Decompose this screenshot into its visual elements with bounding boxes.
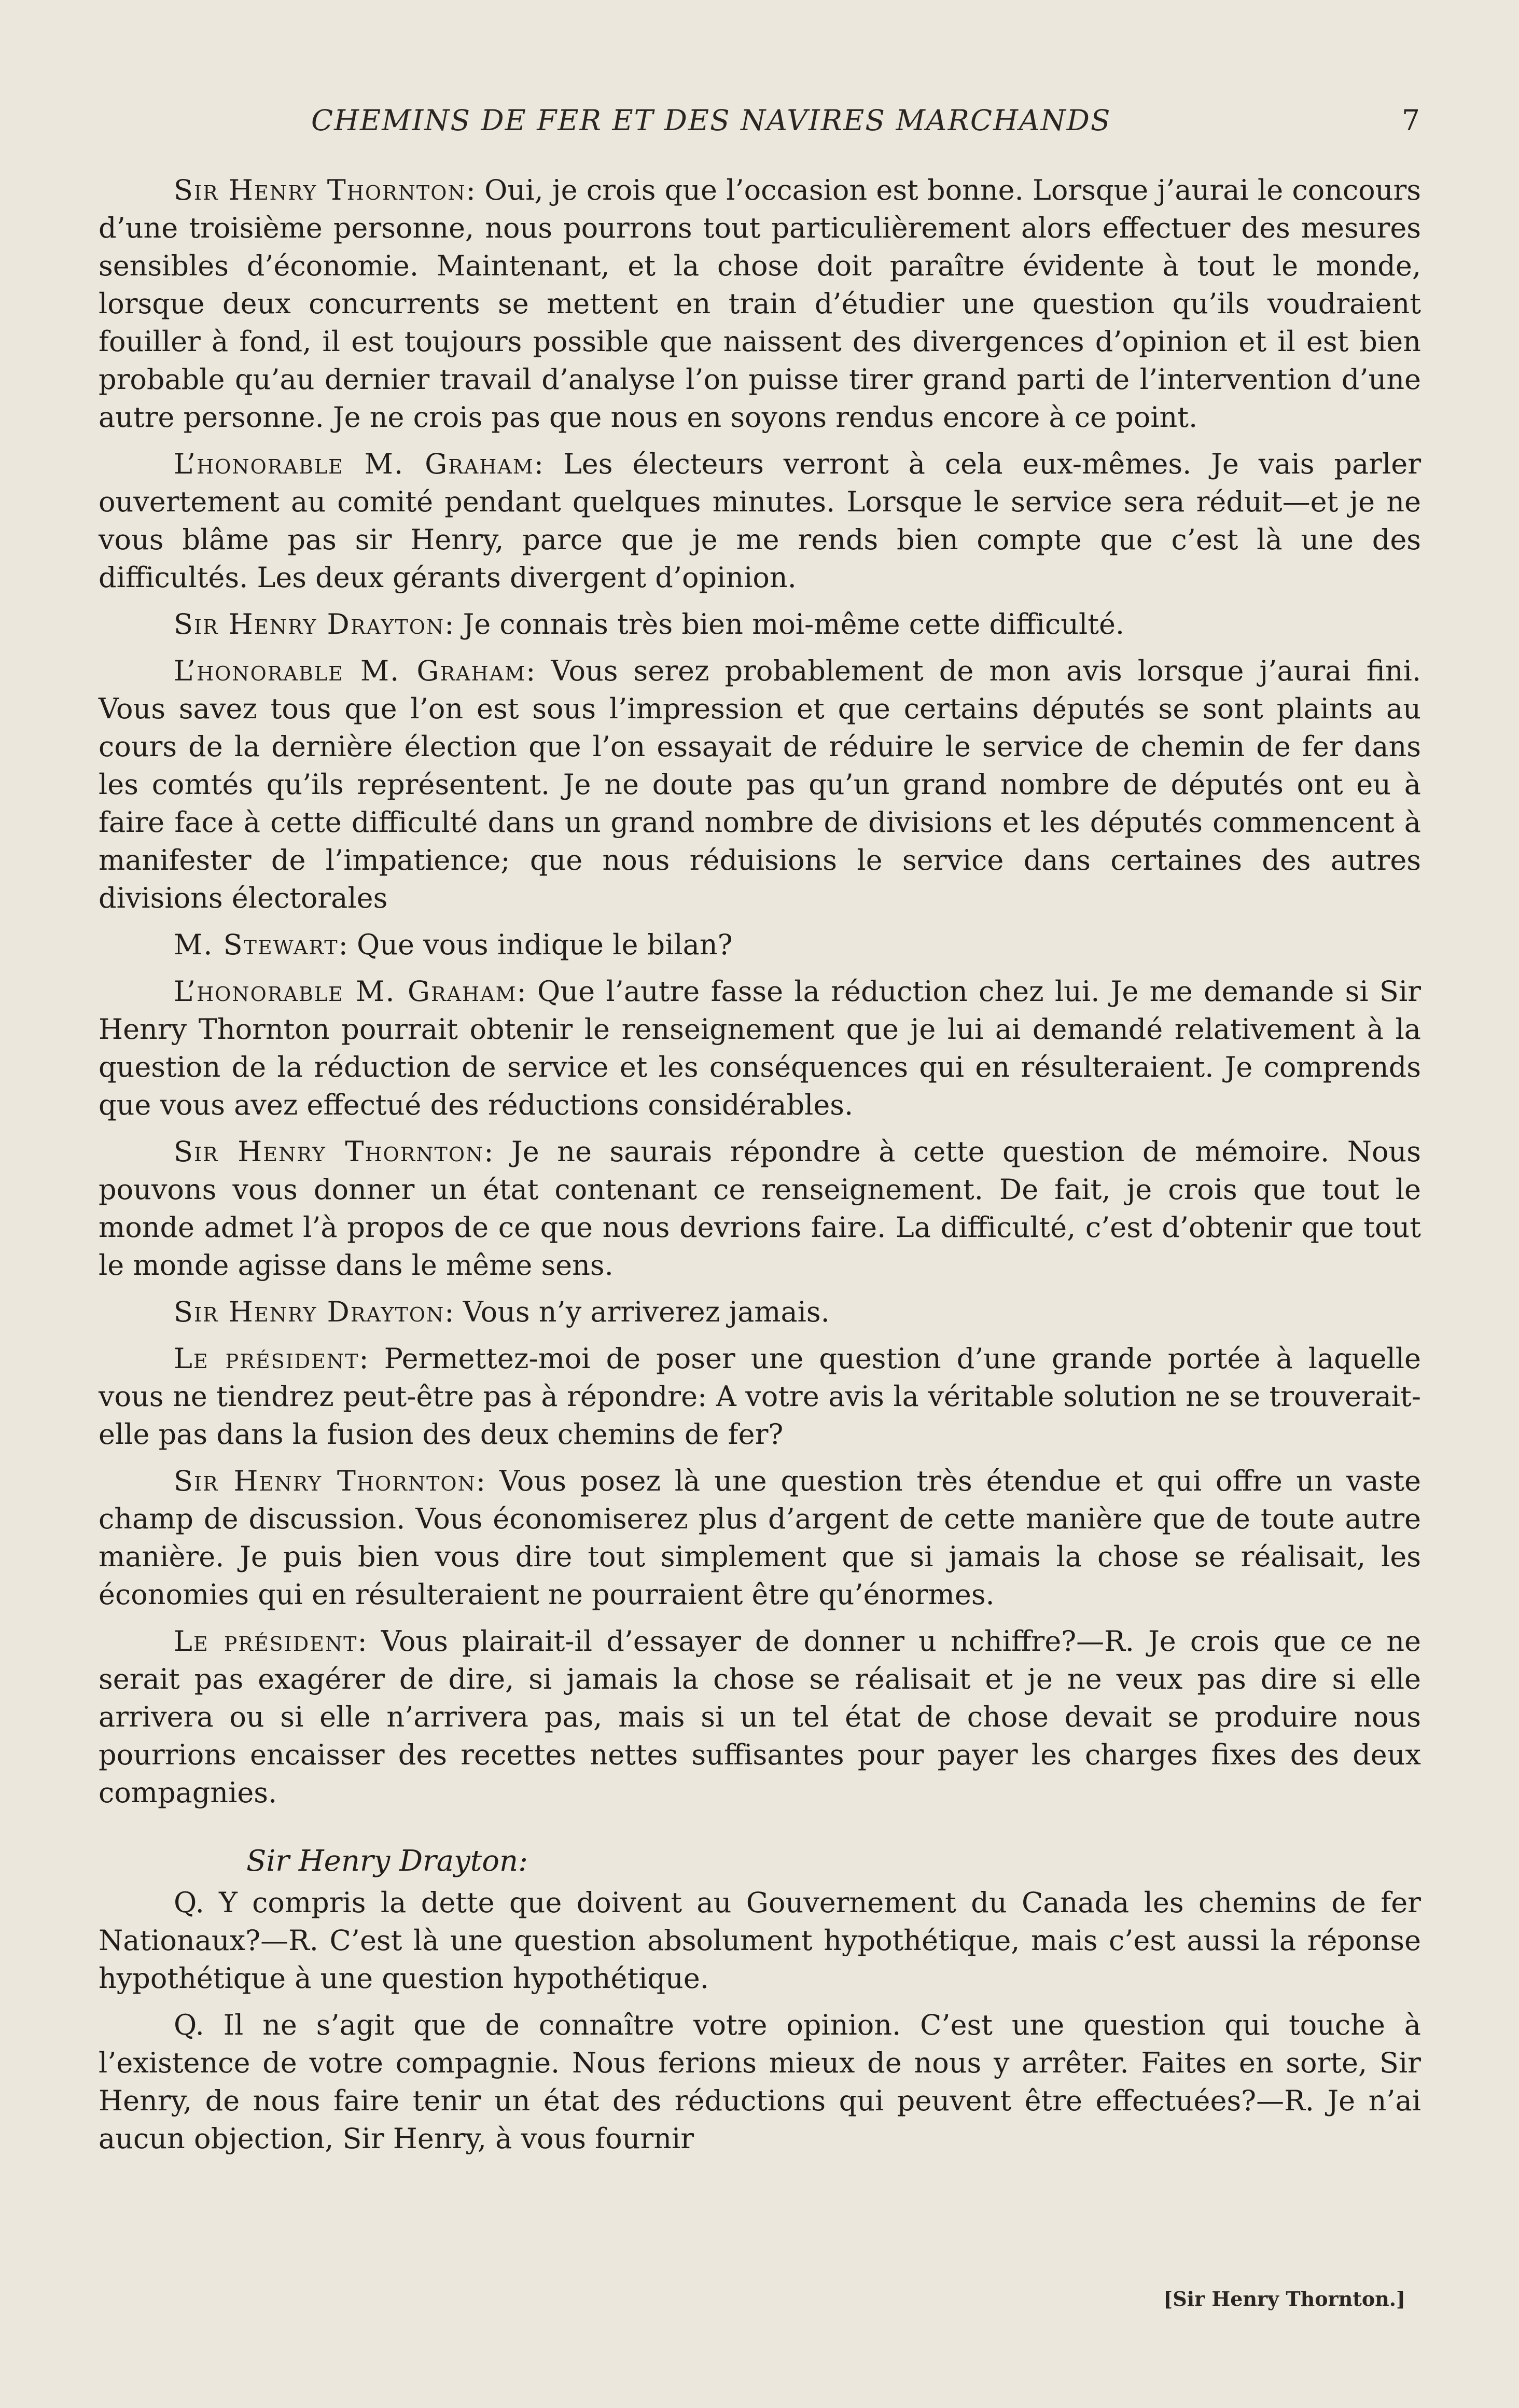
speaker-name: Le président xyxy=(174,1625,358,1658)
speaker-name: L’honorable M. Graham xyxy=(174,975,517,1008)
speech-text: Vous plairait-il d’essayer de donner u nchiffre?—R. Je crois que ce ne serait pas exagérer de dire, si jamais la chose se réalisait et je ne veux pas dire si elle arrivera ou si elle n’arrivera pas, mais si un tel état de chose devait se produire nous pourrions encaisser des recettes nettes suffisantes pour payer les charges fixes des deux compagnies. xyxy=(99,1625,1422,1809)
speaker-name: Le président xyxy=(174,1342,359,1375)
speech-text: Que vous indique le bilan? xyxy=(356,928,733,961)
book-page xyxy=(99,104,1421,2344)
running-head xyxy=(99,104,1421,145)
running-head-title: CHEMINS DE FER ET DES NAVIRES MARCHANDS xyxy=(311,104,1111,137)
speech-text: Je connais très bien moi-même cette difficulté. xyxy=(463,608,1125,641)
speech-text: Vous n’y arriverez jamais. xyxy=(463,1296,830,1328)
speech-text: Oui, je crois que l’occasion est bonne. Lorsque j’aurai le concours d’une troisième personne, nous pourrons tout particulièrement alors effectuer des mesures sensibles d’économie. Maintenant, et la chose doit paraître évidente à tout le monde, lorsque deux concurrents se mettent en train d’étudier une question qu’ils voudraient fouiller à fond, il est toujours possible que naissent des divergences d’opinion et il est bien probable qu’au dernier travail d’analyse l’on puisse tirer grand parti de l’intervention d’une autre personne. Je ne crois pas que nous en soyons rendus encore à ce point. xyxy=(99,174,1422,434)
speaker-name: Sir Henry Thornton xyxy=(174,1135,484,1168)
speech-paragraph: L’honorable M. Graham: Que l’autre fasse la réduction chez lui. Je me demande si Sir Henry Thornton pourrait obtenir le renseignement que je lui ai demandé relativement à la question de la réduction de service et les conséquences qui en résulteraient. Je comprends que vous avez effectué des réductions considérables. xyxy=(99,975,1421,1121)
speech-paragraph: L’honorable M. Graham: Vous serez probablement de mon avis lorsque j’aurai fini. Vous savez tous que l’on est sous l’impression et que certains députés se sont plaints au cours de la dernière élection que l’on essayait de réduire le service de chemin de fer dans les comtés qu’ils représentent. Je ne doute pas qu’un grand nombre de députés ont eu à faire face à cette difficulté dans un grand nombre de divisions et les députés commencent à manifester de l’impatience; que nous réduisions le service dans certaines des autres divisions électorales xyxy=(99,655,1422,914)
speaker-name: Sir Henry Thornton xyxy=(174,174,466,206)
speaker-name: M. Stewart xyxy=(174,928,339,961)
speech-text: Je ne saurais répondre à cette question de mémoire. Nous pouvons vous donner un état contenant ce renseignement. De fait, je crois que tout le monde admet l’à propos de ce que nous devrions faire. La difficulté, c’est d’obtenir que tout le monde agisse dans le même sens. xyxy=(99,1135,1421,1282)
question-answer-paragraph: Q. Y compris la dette que doivent au Gouvernement du Canada les chemins de fer Nationaux?—R. C’est là une question absolument hypothétique, mais c’est aussi la réponse hypothétique à une question hypothétique. xyxy=(99,1886,1421,1995)
speech-text: Les électeurs verront à cela eux-mêmes. Je vais parler ouvertement au comité pendant quelques minutes. Lorsque le service sera réduit—et je ne vous blâme pas sir Henry, parce que je me rends bien compte que c’est là une des difficultés. Les deux gérants divergent d’opinion. xyxy=(99,448,1422,594)
speaker-name: L’honorable M. Graham xyxy=(174,448,534,480)
speech-paragraph: Sir Henry Drayton: Je connais très bien moi-même cette difficulté. xyxy=(174,608,1125,641)
speaker-name: Sir Henry Thornton xyxy=(174,1465,476,1497)
speech-text: Que l’autre fasse la réduction chez lui. Je me demande si Sir Henry Thornton pourrait obtenir le renseignement que je lui ai demandé relativement à la question de la réduction de service et les conséquences qui en résulteraient. Je comprends que vous avez effectué des réductions considérables. xyxy=(99,975,1421,1121)
speech-paragraph: Sir Henry Thornton: Je ne saurais répondre à cette question de mémoire. Nous pouvons vous donner un état contenant ce renseignement. De fait, je crois que tout le monde admet l’à propos de ce que nous devrions faire. La difficulté, c’est d’obtenir que tout le monde agisse dans le même sens. xyxy=(99,1135,1421,1282)
page-number: 7 xyxy=(1402,104,1421,137)
speaker-name: Sir Henry Drayton xyxy=(174,1296,445,1328)
speech-paragraph: Sir Henry Drayton: Vous n’y arriverez jamais. xyxy=(174,1296,830,1328)
speech-paragraph: Sir Henry Thornton: Vous posez là une question très étendue et qui offre un vaste champ de discussion. Vous économiserez plus d’argent de cette manière que de toute autre manière. Je puis bien vous dire tout simplement que si jamais la chose se réalisait, les économies qui en résulteraient ne pourraient être qu’énormes. xyxy=(99,1465,1422,1611)
speech-text: Vous serez probablement de mon avis lorsque j’aurai fini. Vous savez tous que l’on est sous l’impression et que certains députés se sont plaints au cours de la dernière élection que l’on essayait de réduire le service de chemin de fer dans les comtés qu’ils représentent. Je ne doute pas qu’un grand nombre de députés ont eu à faire face à cette difficulté dans un grand nombre de divisions et les députés commencent à manifester de l’impatience; que nous réduisions le service dans certaines des autres divisions électorales xyxy=(99,655,1422,914)
speech-paragraph: Le président: Vous plairait-il d’essayer de donner u nchiffre?—R. Je crois que ce ne serait pas exagérer de dire, si jamais la chose se réalisait et je ne veux pas dire si elle arrivera ou si elle n’arrivera pas, mais si un tel état de chose devait se produire nous pourrions encaisser des recettes nettes suffisantes pour payer les charges fixes des deux compagnies. xyxy=(99,1625,1422,1809)
speech-paragraph: Le président: Permettez-moi de poser une question d’une grande portée à laquelle vous ne tiendrez peut-être pas à répondre: A votre avis la véritable solution ne se trouverait-elle pas dans la fusion des deux chemins de fer? xyxy=(99,1342,1421,1451)
speech-paragraph: L’honorable M. Graham: Les électeurs verront à cela eux-mêmes. Je vais parler ouvertement au comité pendant quelques minutes. Lorsque le service sera réduit—et je ne vous blâme pas sir Henry, parce que je me rends bien compte que c’est là une des difficultés. Les deux gérants divergent d’opinion. xyxy=(99,448,1422,594)
examiner-subheading: Sir Henry Drayton: xyxy=(246,1844,528,1878)
speech-paragraph: Sir Henry Thornton: Oui, je crois que l’occasion est bonne. Lorsque j’aurai le concours d’une troisième personne, nous pourrons tout particulièrement alors effectuer des mesures sensibles d’économie. Maintenant, et la chose doit paraître évidente à tout le monde, lorsque deux concurrents se mettent en train d’étudier une question qu’ils voudraient fouiller à fond, il est toujours possible que naissent des divergences d’opinion et il est bien probable qu’au dernier travail d’analyse l’on puisse tirer grand parti de l’intervention d’une autre personne. Je ne crois pas que nous en soyons rendus encore à ce point. xyxy=(99,174,1422,434)
question-answer-paragraph: Q. Il ne s’agit que de connaître votre opinion. C’est une question qui touche à l’existence de votre compagnie. Nous ferions mieux de nous y arrêter. Faites en sorte, Sir Henry, de nous faire tenir un état des réductions qui peuvent être effectuées?—R. Je n’ai aucun objection, Sir Henry, à vous fournir xyxy=(99,2009,1421,2155)
speech-paragraph: M. Stewart: Que vous indique le bilan? xyxy=(174,928,733,961)
speaker-name: Sir Henry Drayton xyxy=(174,608,445,641)
catchword: [Sir Henry Thornton.] xyxy=(1163,2287,1405,2310)
speaker-name: L’honorable M. Graham xyxy=(174,655,526,687)
speech-text: Permettez-moi de poser une question d’une grande portée à laquelle vous ne tiendrez peut-être pas à répondre: A votre avis la véritable solution ne se trouverait-elle pas dans la fusion des deux chemins de fer? xyxy=(99,1342,1421,1451)
body-text xyxy=(99,171,1421,2158)
speech-text: Vous posez là une question très étendue et qui offre un vaste champ de discussion. Vous économiserez plus d’argent de cette manière que de toute autre manière. Je puis bien vous dire tout simplement que si jamais la chose se réalisait, les économies qui en résulteraient ne pourraient être qu’énormes. xyxy=(99,1465,1422,1611)
